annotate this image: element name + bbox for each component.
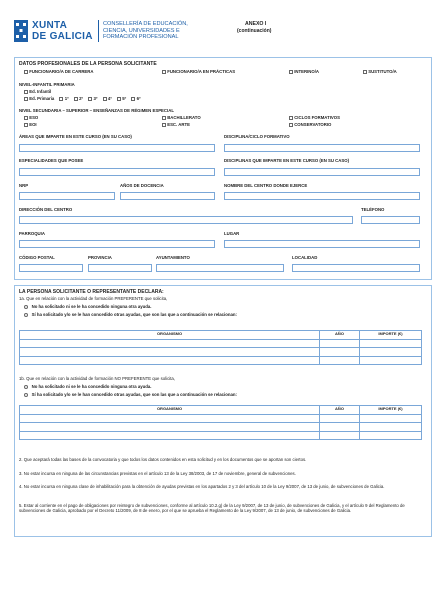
- anos-input[interactable]: [120, 192, 215, 200]
- radio[interactable]: [24, 393, 28, 397]
- type-funcionario-carrera[interactable]: [24, 70, 94, 75]
- table-cell[interactable]: [360, 431, 422, 440]
- col-header-organismo: ORGANISMO: [20, 406, 320, 415]
- logo-line-2: DE GALICIA: [32, 31, 93, 42]
- type-label: INTERINO/A: [294, 69, 320, 75]
- provincia-input[interactable]: [88, 264, 152, 272]
- opt-eoi[interactable]: [24, 123, 37, 128]
- table-row[interactable]: [20, 348, 422, 357]
- especialidades-label: ESPECIALIDADES QUE POSEE: [19, 158, 84, 163]
- checkbox[interactable]: [88, 97, 92, 101]
- declaration-item-3: 3. No estar incursa en ninguna de las circunstancias previstas en el artículo 13 de la Ley 38/2003, de 17 de noviembre, general de subvenciones.: [19, 471, 296, 476]
- table-cell[interactable]: [320, 356, 360, 365]
- table-cell[interactable]: [320, 423, 360, 432]
- option-label: EOI: [29, 122, 37, 128]
- header: [14, 18, 434, 48]
- type-funcionario-practicas[interactable]: [162, 70, 235, 75]
- checkbox[interactable]: [289, 123, 293, 127]
- grade-label: 5º: [122, 96, 127, 102]
- ayuntamiento-label: AYUNTAMIENTO: [156, 255, 190, 260]
- parroquia-input[interactable]: [19, 240, 215, 248]
- option-label: CICLOS FORMATIVOS: [294, 115, 340, 121]
- q1a-text: 1a. Que en relación con la actividad de formación PREFERENTE que solicita,: [19, 296, 168, 301]
- type-label: FUNCIONARIO/A EN PRÁCTICAS: [167, 69, 236, 75]
- table-cell[interactable]: [360, 348, 422, 357]
- checkbox[interactable]: [24, 123, 28, 127]
- checkbox[interactable]: [131, 97, 135, 101]
- ayuntamiento-input[interactable]: [156, 264, 284, 272]
- level-secondary-label: NIVEL SECUNDARIA – SUPERIOR – ENSEÑANZAS DE RÉGIMEN ESPECIAL: [19, 108, 174, 113]
- checkbox[interactable]: [162, 123, 166, 127]
- checkbox[interactable]: [363, 70, 367, 74]
- direccion-input[interactable]: [19, 216, 353, 224]
- q1a-option-no[interactable]: [24, 305, 151, 310]
- radio[interactable]: [24, 305, 28, 309]
- table-cell[interactable]: [360, 356, 422, 365]
- disciplinas-imparte-input[interactable]: [224, 168, 420, 176]
- table-cell[interactable]: [20, 356, 320, 365]
- table-cell[interactable]: [20, 414, 320, 423]
- opt-eso[interactable]: [24, 116, 38, 121]
- table-cell[interactable]: [320, 431, 360, 440]
- provincia-label: PROVINCIA: [88, 255, 112, 260]
- table-header-row: [20, 406, 422, 415]
- areas-input[interactable]: [19, 144, 215, 152]
- col-header-organismo: ORGANISMO: [20, 331, 320, 340]
- table-row[interactable]: [20, 356, 422, 365]
- cp-input[interactable]: [19, 264, 83, 272]
- annex-subtitle: (continuación): [237, 28, 272, 34]
- centro-input[interactable]: [224, 192, 420, 200]
- especialidades-input[interactable]: [19, 168, 215, 176]
- ed-infantil-option[interactable]: [24, 90, 51, 95]
- dept-line-2: CIENCIA, UNIVERSIDADES E: [103, 27, 180, 34]
- option-label: Ed. Infantil: [29, 89, 52, 95]
- opt-bachillerato[interactable]: [162, 116, 201, 121]
- xunta-logo-icon: [14, 20, 28, 42]
- anos-label: AÑOS DE DOCENCIA: [120, 183, 164, 188]
- q1a-option-si[interactable]: [24, 313, 237, 318]
- table-cell[interactable]: [360, 423, 422, 432]
- option-label: Ed. Primaria: [29, 96, 55, 102]
- table-header-row: [20, 331, 422, 340]
- nrp-label: NRP: [19, 183, 29, 188]
- areas-label: ÁREAS QUE IMPARTE EN ESTE CURSO (EN SU CASO): [19, 134, 132, 139]
- col-header-importe: IMPORTE (€): [360, 331, 422, 340]
- parroquia-label: PARROQUIA: [19, 231, 45, 236]
- table-cell[interactable]: [20, 423, 320, 432]
- department-name: [103, 21, 188, 41]
- radio[interactable]: [24, 313, 28, 317]
- checkbox[interactable]: [289, 70, 293, 74]
- checkbox[interactable]: [24, 97, 28, 101]
- grade-label: 2º: [79, 96, 84, 102]
- table-cell[interactable]: [20, 431, 320, 440]
- checkbox[interactable]: [59, 97, 63, 101]
- declaration-item-4: 4. No estar incursa en ninguna clase de inhabilitación para la obtención de ayudas previstas en los apartados 2 y 3 del artículo 10 de la Ley 9/2007, de 13 de junio, de subvenciones de Galicia.: [19, 484, 385, 489]
- dept-line-1: CONSELLERÍA DE EDUCACIÓN,: [103, 21, 188, 27]
- table-row[interactable]: [20, 431, 422, 440]
- table-cell[interactable]: [320, 348, 360, 357]
- dept-line-3: FORMACIÓN PROFESIONAL: [103, 34, 179, 41]
- col-header-importe: IMPORTE (€): [360, 406, 422, 415]
- table-cell[interactable]: [360, 414, 422, 423]
- nrp-input[interactable]: [19, 192, 115, 200]
- declaration-item-2: 2. Que aceptará todas las bases de la convocatoria y que todos los datos contenidos en esta solicitud y en los documentos que se aportan son ciertos.: [19, 457, 307, 462]
- table-cell[interactable]: [320, 414, 360, 423]
- checkbox[interactable]: [24, 70, 28, 74]
- cp-label: CÓDIGO POSTAL: [19, 255, 55, 260]
- grade-label: 1º: [64, 96, 69, 102]
- telefono-input[interactable]: [361, 216, 420, 224]
- telefono-label: TELÉFONO: [361, 207, 385, 212]
- checkbox[interactable]: [162, 70, 166, 74]
- grade-label: 4º: [107, 96, 112, 102]
- option-label: No ha solicitado ni se le ha concedido ninguna otra ayuda.: [31, 304, 152, 310]
- ed-primaria-option[interactable]: [24, 97, 141, 102]
- col-header-ano: AÑO: [320, 406, 360, 415]
- option-label: No ha solicitado ni se le ha concedido ninguna otra ayuda.: [31, 384, 152, 390]
- level-infant-primary-label: NIVEL-INFANTIL PRIMARIA: [19, 82, 75, 87]
- table-row[interactable]: [20, 414, 422, 423]
- q1b-aids-table: [19, 405, 422, 440]
- type-label: SUSTITUTO/A: [368, 69, 397, 75]
- option-label: ESC. ARTE: [167, 122, 190, 128]
- opt-conservatorio[interactable]: [289, 123, 331, 128]
- checkbox[interactable]: [289, 116, 293, 120]
- logo-line-1: XUNTA: [32, 20, 68, 31]
- declaration-item-5: 5. Estar al corriente en el pago de obligaciones por reintegro de subvenciones, conforme al artículo 10.2.g) de la Ley 9/2007, de 13 de junio, de subvenciones de Galicia, y el artículo 9 del Reglamento de subvenciones de Galicia, aprobado por el Decreto 11/2009, de 8 de enero, por el que se aprueba el Reglamento de la Ley 9/2007, de 13 de junio, de subvenciones de Galicia.: [19, 503, 405, 513]
- q1b-text: 1b. Que en relación con la actividad de formación NO PREFERENTE que solicita,: [19, 376, 175, 381]
- grade-label: 3º: [93, 96, 98, 102]
- type-label: FUNCIONARIO/A DE CARRERA: [29, 69, 94, 75]
- centro-label: NOMBRE DEL CENTRO DONDE EJERCE: [224, 183, 308, 188]
- professional-data-title: DATOS PROFESIONALES DE LA PERSONA SOLICITANTE: [19, 61, 157, 67]
- opt-ciclos[interactable]: [289, 116, 340, 121]
- checkbox[interactable]: [24, 116, 28, 120]
- option-label: ESO: [29, 115, 39, 121]
- q1b-option-si[interactable]: [24, 393, 237, 398]
- checkbox[interactable]: [74, 97, 78, 101]
- table-cell[interactable]: [20, 339, 320, 348]
- table-cell[interactable]: [320, 339, 360, 348]
- option-label: Sí ha solicitado y/o se le han concedido otras ayudas, que son las que a continuación se relacionan:: [31, 392, 237, 398]
- localidad-input[interactable]: [292, 264, 420, 272]
- q1a-aids-table: [19, 330, 422, 365]
- lugar-label: LUGAR: [224, 231, 240, 236]
- declaration-title: LA PERSONA SOLICITANTE O REPRESENTANTE DECLARA:: [19, 289, 164, 295]
- disciplina-input[interactable]: [224, 144, 420, 152]
- checkbox[interactable]: [162, 116, 166, 120]
- option-label: Sí ha solicitado y/o se le han concedido otras ayudas, que son las que a continuación se relacionan:: [31, 312, 237, 318]
- q1b-option-no[interactable]: [24, 385, 151, 390]
- col-header-ano: AÑO: [320, 331, 360, 340]
- checkbox[interactable]: [103, 97, 107, 101]
- option-label: CONSERVATORIO: [294, 122, 332, 128]
- type-sustituto[interactable]: [363, 70, 397, 75]
- type-interino[interactable]: [289, 70, 319, 75]
- direccion-label: DIRECCIÓN DEL CENTRO: [19, 207, 73, 212]
- table-cell[interactable]: [360, 339, 422, 348]
- checkbox[interactable]: [117, 97, 121, 101]
- table-row[interactable]: [20, 423, 422, 432]
- table-row[interactable]: [20, 339, 422, 348]
- disciplinas-imparte-label: DISCIPLINAS QUE IMPARTE EN ESTE CURSO (EN SU CASO): [224, 158, 350, 163]
- opt-esc-arte[interactable]: [162, 123, 190, 128]
- grade-label: 6º: [136, 96, 141, 102]
- lugar-input[interactable]: [224, 240, 420, 248]
- annex-title: ANEXO I: [245, 21, 267, 27]
- checkbox[interactable]: [24, 90, 28, 94]
- disciplina-label: DISCIPLINA/CICLO FORMATIVO: [224, 134, 290, 139]
- logo-divider: [98, 20, 99, 42]
- localidad-label: LOCALIDAD: [292, 255, 318, 260]
- option-label: BACHILLERATO: [167, 115, 201, 121]
- radio[interactable]: [24, 385, 28, 389]
- table-cell[interactable]: [20, 348, 320, 357]
